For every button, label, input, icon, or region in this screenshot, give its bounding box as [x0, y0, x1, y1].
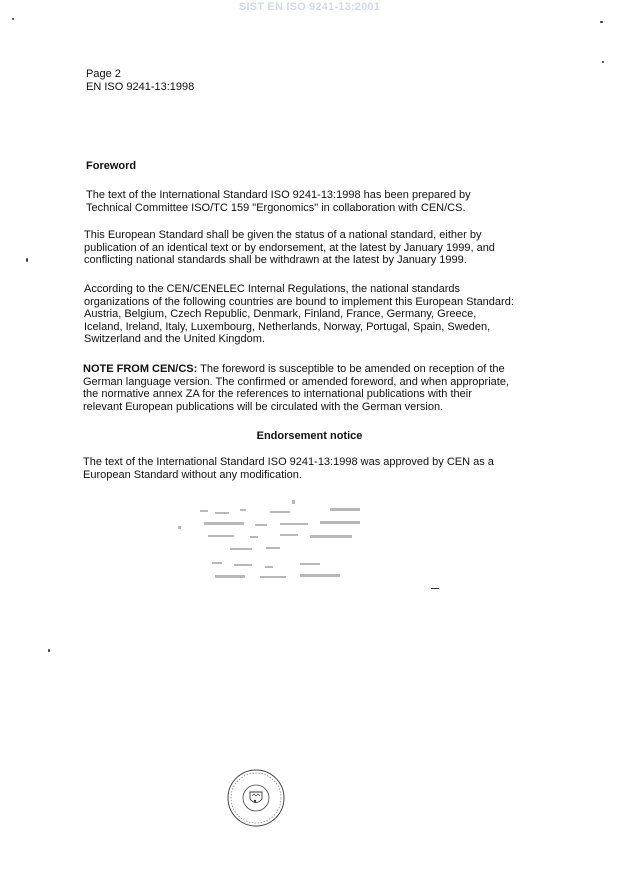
- foreword-title: Foreword: [86, 160, 137, 172]
- scan-speck: [26, 258, 28, 262]
- endorsement-text: The text of the International Standard ISO 9241-13:1998 was approved by CEN as a European Standard without any modification.: [83, 456, 494, 481]
- endorsement-title: Endorsement notice: [256, 430, 363, 442]
- document-id: EN ISO 9241-13:1998: [86, 81, 195, 93]
- watermark: SIST EN ISO 9241-13:2001: [238, 1, 381, 13]
- page-header: [86, 68, 194, 94]
- scan-speck: [602, 61, 604, 63]
- foreword-paragraph-2: This European Standard shall be given the status of a national standard, either by publication of an identical text or by endorsement, at the latest by January 1999, and conflicting national standards shall be withdrawn at the latest by January 1999.: [84, 229, 495, 266]
- faded-stamp-marks: [170, 500, 390, 585]
- scan-speck: [48, 649, 50, 652]
- foreword-paragraph-1: The text of the International Standard ISO 9241-13:1998 has been prepared by Technical Committee ISO/TC 159 "Ergonomics" in collaboration with CEN/CS.: [86, 189, 471, 214]
- seal-emblem: [222, 768, 290, 828]
- note-text: The foreword is susceptible to be amended on reception of the German language version. The confirmed or amended foreword, and when appropriate, the normative annex ZA for the references to international publications with their relevant European publications will be circulated with the German version.: [83, 363, 509, 413]
- foreword-paragraph-3: According to the CEN/CENELEC Internal Regulations, the national standards organizations of the following countries are bound to implement this European Standard: Austria, Belgium, Czech Republic, Denmark, Finland, France, Germany, Greece, Iceland, Ireland, Italy, Luxembourg, Netherlands, Norway, Portugal, Spain, Sweden, Switzerland and the United Kingdom.: [84, 283, 514, 345]
- scan-speck: [12, 18, 14, 20]
- scan-speck: [600, 21, 603, 23]
- note-label: NOTE FROM CEN/CS:: [83, 363, 198, 375]
- page-number: Page 2: [86, 68, 121, 80]
- scan-speck: [431, 588, 439, 589]
- note-paragraph: [83, 363, 509, 413]
